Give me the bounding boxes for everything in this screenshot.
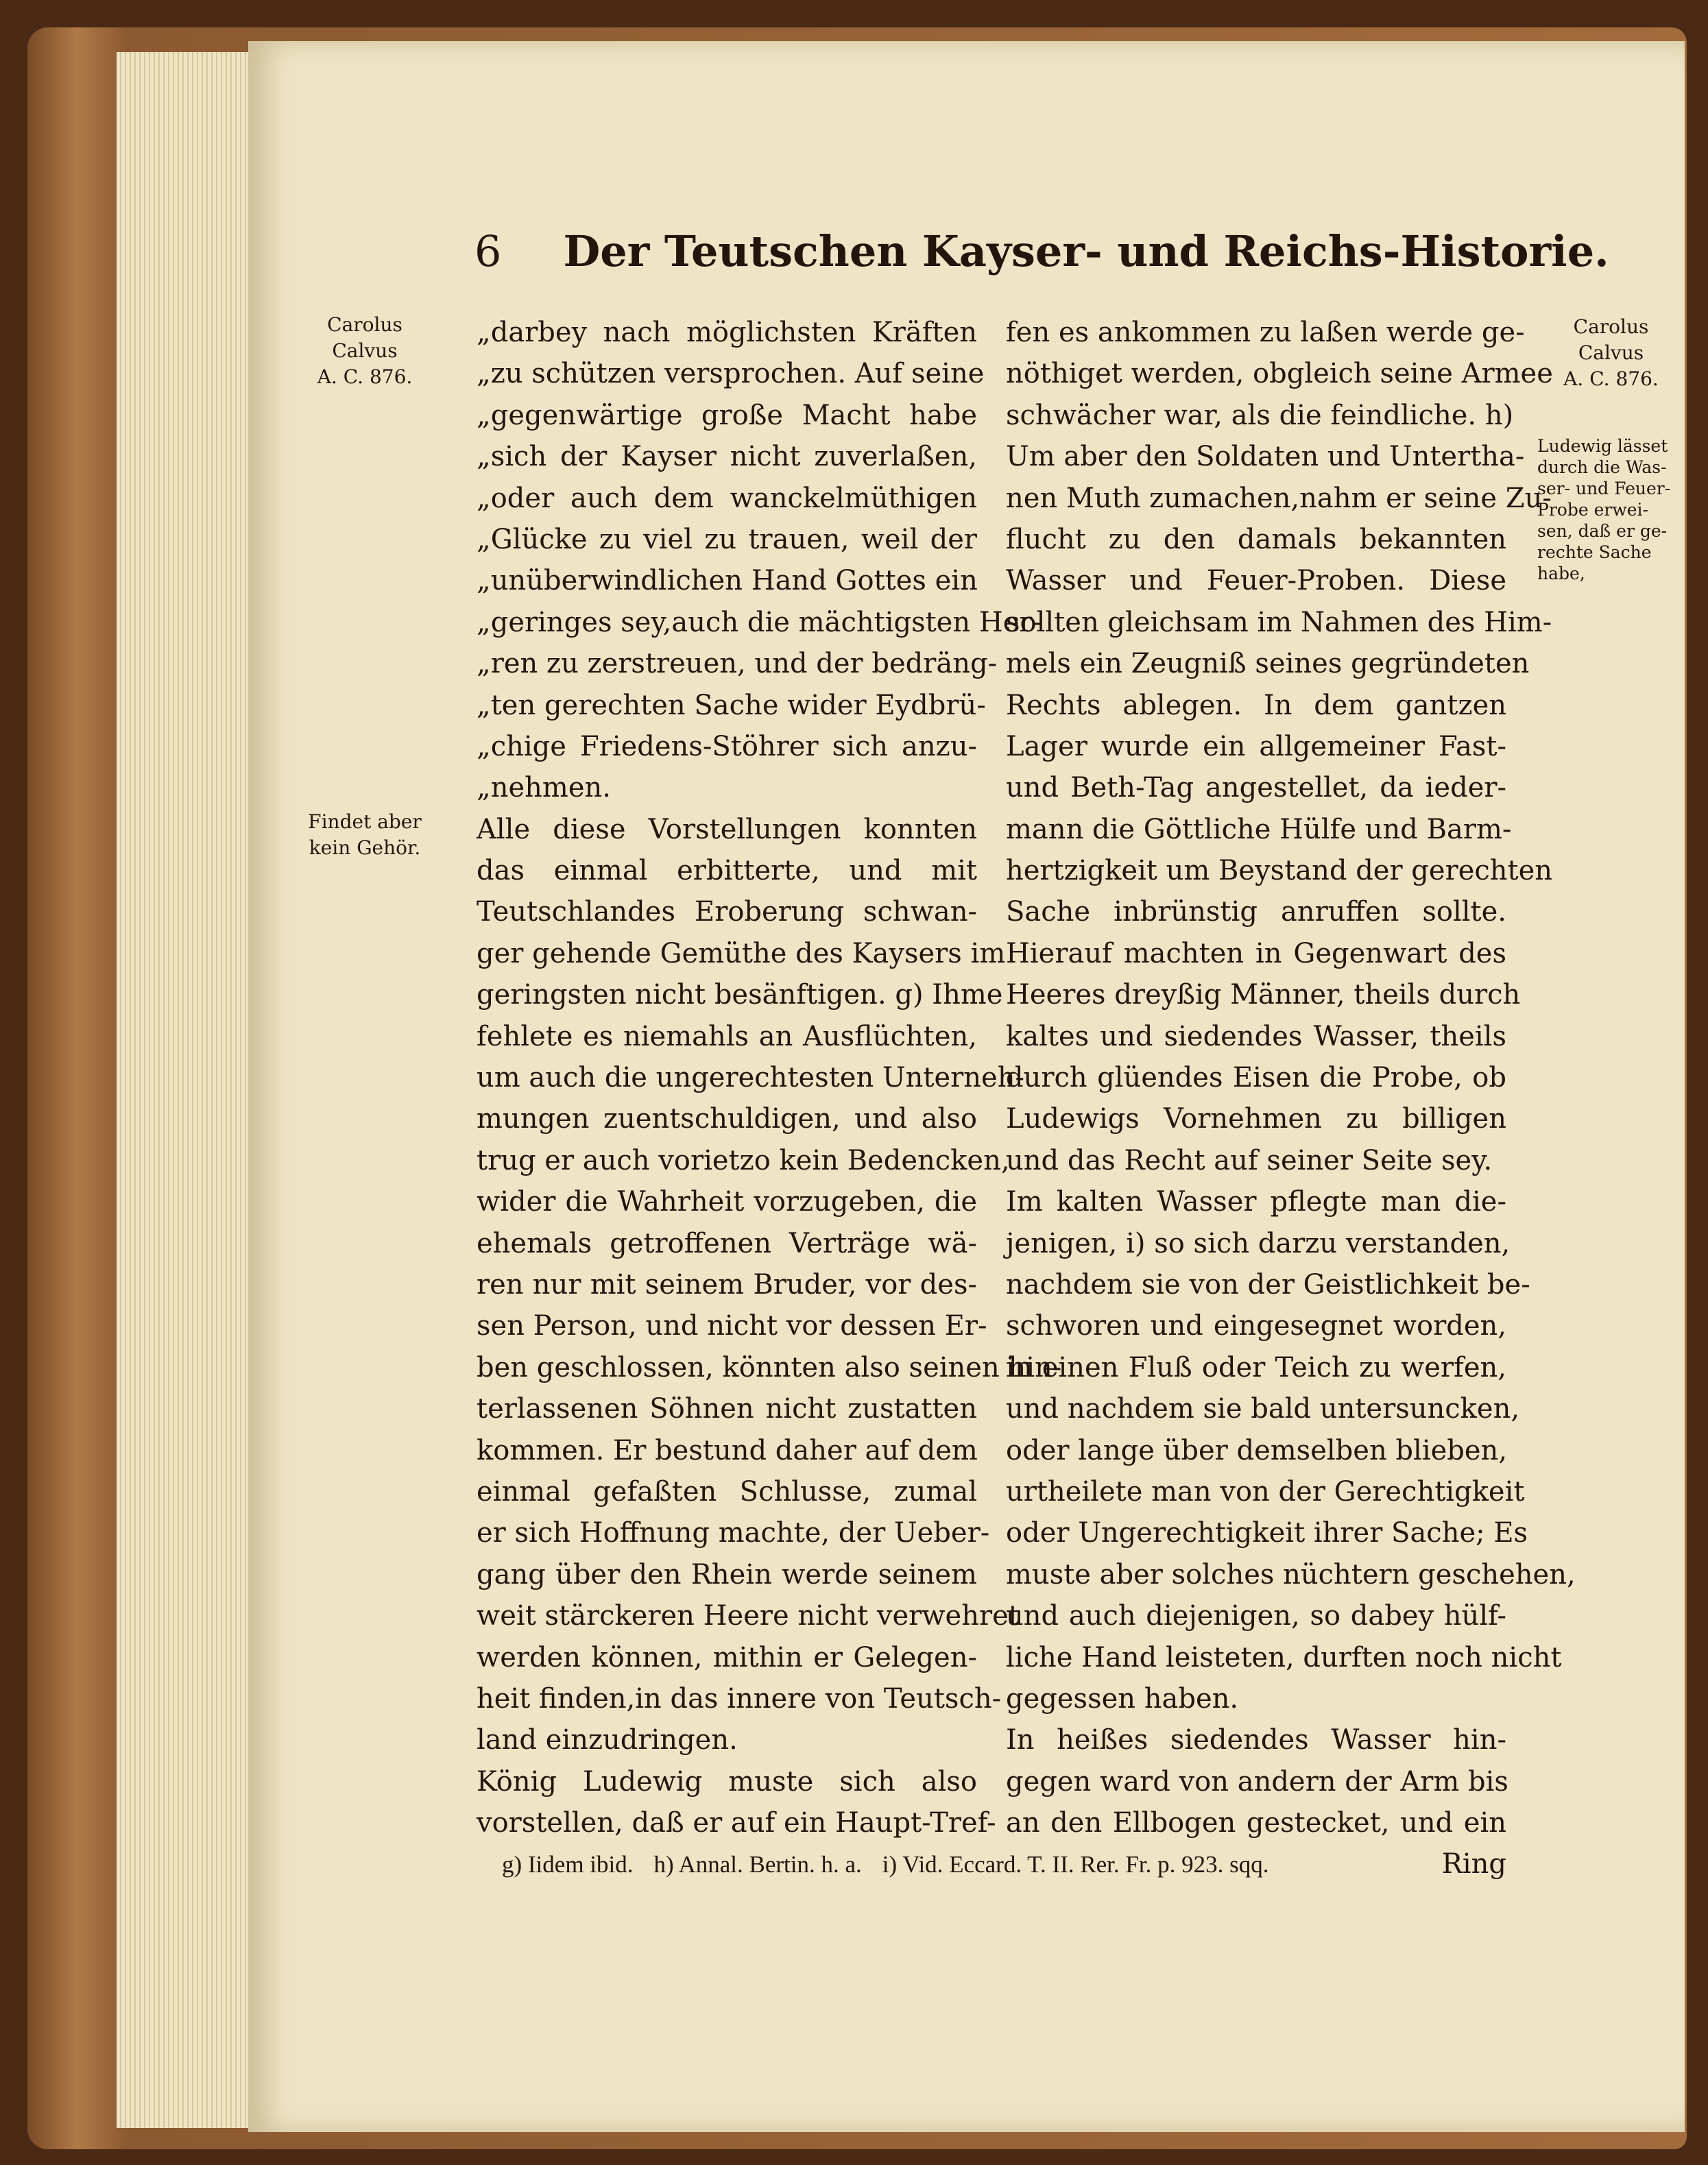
text-line: um auch die ungerechtesten Unterneh- (477, 1062, 1024, 1094)
footnote: h) Annal. Bertin. h. a. (653, 1851, 862, 1878)
text-line: sen Person, und nicht vor dessen Er- (477, 1310, 987, 1342)
text-line: nachdem sie von der Geistlichkeit be- (1006, 1268, 1530, 1301)
text-line: „ten gerechten Sache wider Eydbrü- (477, 689, 986, 721)
text-line: muste aber solches nüchtern geschehen, (1006, 1558, 1576, 1591)
text-line: und Beth-Tag angestellet, da ieder- (1006, 772, 1506, 804)
book-page (248, 41, 1685, 2132)
text-line: oder lange über demselben blieben, (1006, 1434, 1508, 1466)
text-line: und nachdem sie bald untersuncken, (1006, 1393, 1520, 1425)
footnote: g) Iidem ibid. (502, 1851, 634, 1878)
text-line: urtheilete man von der Gerechtigkeit (1006, 1475, 1525, 1508)
text-line: Heeres dreyßig Männer, theils durch (1006, 979, 1521, 1011)
text-line: kommen. Er bestund daher auf dem (477, 1434, 978, 1466)
text-column-right (1006, 312, 1576, 1885)
text-line: „darbey nach möglichsten Kräften (477, 317, 977, 348)
margin-note-line: ser- und Feuer- (1537, 479, 1671, 498)
text-line: jenigen, i) so sich darzu verstanden, (1006, 1227, 1511, 1259)
text-line: vorstellen, daß er auf ein Haupt-Tref- (477, 1807, 996, 1839)
text-line: das einmal erbitterte, und mit (477, 855, 977, 887)
text-line: nöthiget werden, obgleich seine Armee (1006, 358, 1553, 390)
text-line: Wasser und Feuer-Proben. Diese (1006, 565, 1506, 597)
text-line: „ren zu zerstreuen, und der bedräng- (477, 648, 998, 680)
text-line: kaltes und siedendes Wasser, theils (1006, 1020, 1506, 1052)
text-line: Hierauf machten in Gegenwart des (1006, 937, 1506, 969)
text-line: „nehmen. (477, 772, 611, 804)
text-line: land einzudringen. (477, 1724, 738, 1756)
text-line: weit stärckeren Heere nicht verwehret (477, 1600, 1020, 1632)
margin-note-left-top (265, 312, 464, 390)
text-line: ehemals getroffenen Verträge wä- (477, 1227, 977, 1259)
text-line: hertzigkeit um Beystand der gerechten (1006, 855, 1553, 887)
page-number: 6 (474, 226, 502, 276)
text-line: einmal gefaßten Schlusse, zumal (477, 1475, 977, 1508)
text-line: In heißes siedendes Wasser hin- (1006, 1724, 1506, 1756)
text-line: mungen zuentschuldigen, und also (477, 1103, 977, 1135)
text-line: „Glücke zu viel zu trauen, weil der (477, 523, 977, 555)
margin-note-line: durch die Was- (1537, 457, 1667, 477)
running-title: Der Teutschen Kayser- und Reichs-Historie. (563, 226, 1609, 276)
margin-note-line: Carolus (1573, 315, 1649, 338)
text-line: Sache inbrünstig anruffen sollte. (1006, 896, 1506, 928)
text-line: „zu schützen versprochen. Auf seine (477, 358, 985, 390)
text-line: gang über den Rhein werde seinem (477, 1558, 977, 1591)
margin-note-line: A. C. 876. (317, 365, 413, 388)
text-line: nen Muth zumachen,nahm er seine Zu- (1006, 482, 1552, 514)
text-line: Alle diese Vorstellungen konnten (477, 813, 977, 845)
text-line: oder Ungerechtigkeit ihrer Sache; Es (1006, 1517, 1528, 1549)
text-line: heit finden,in das innere von Teutsch- (477, 1682, 1002, 1715)
text-line: „unüberwindlichen Hand Gottes ein (477, 565, 978, 597)
catchword: Ring (1441, 1848, 1506, 1880)
footnote: i) Vid. Eccard. T. II. Rer. Fr. p. 923. sqq. (882, 1851, 1269, 1878)
margin-note-right-top (1537, 314, 1685, 392)
margin-note-right-ludewig (1537, 435, 1685, 584)
text-line: in einen Fluß oder Teich zu werfen, (1006, 1351, 1506, 1383)
text-line: durch glüendes Eisen die Probe, ob (1006, 1062, 1506, 1094)
text-line: und auch diejenigen, so dabey hülf- (1006, 1600, 1506, 1632)
text-line: fehlete es niemahls an Ausflüchten, (477, 1020, 977, 1052)
text-line: fen es ankommen zu laßen werde ge- (1006, 317, 1525, 348)
text-line: trug er auch vorietzo kein Bedencken, (477, 1144, 1010, 1176)
text-line: „sich der Kayser nicht zuverlaßen, (477, 441, 977, 473)
text-line: Lager wurde ein allgemeiner Fast- (1006, 730, 1506, 762)
text-line: ger gehende Gemüthe des Kaysers im (477, 937, 1006, 969)
text-line: schworen und eingesegnet worden, (1006, 1310, 1506, 1342)
text-line: Teutschlandes Eroberung schwan- (477, 896, 977, 928)
text-line: geringsten nicht besänftigen. g) Ihme (477, 979, 1003, 1011)
footnotes (502, 1851, 1668, 1878)
text-line: gegen ward von andern der Arm bis (1006, 1765, 1508, 1798)
margin-note-line: Calvus (1578, 341, 1644, 364)
text-line: Im kalten Wasser pflegte man die- (1006, 1186, 1506, 1218)
margin-note-line: sen, daß er ge- (1537, 521, 1668, 541)
text-line: mann die Göttliche Hülfe und Barm- (1006, 813, 1512, 845)
text-line: und das Recht auf seiner Seite sey. (1006, 1144, 1493, 1176)
text-column-left (477, 312, 1062, 1843)
margin-note-line: Findet aber (308, 810, 422, 833)
margin-note-line: A. C. 876. (1563, 367, 1659, 390)
text-line: sollten gleichsam im Nahmen des Him- (1006, 606, 1552, 638)
page-header (474, 226, 1681, 276)
text-line: mels ein Zeugniß seines gegründeten (1006, 648, 1530, 680)
margin-note-left-mid (265, 809, 464, 861)
margin-note-line: Carolus (327, 313, 402, 336)
text-line: Um aber den Soldaten und Untertha- (1006, 441, 1525, 473)
text-line: ren nur mit seinem Bruder, vor des- (477, 1268, 977, 1301)
margin-note-line: Ludewig lässet (1537, 436, 1668, 456)
text-line: terlassenen Söhnen nicht zustatten (477, 1393, 977, 1425)
text-line: gegessen haben. (1006, 1682, 1239, 1715)
text-line: wider die Wahrheit vorzugeben, die (477, 1186, 977, 1218)
margin-note-line: kein Gehör. (309, 836, 421, 859)
text-line: Rechts ablegen. In dem gantzen (1006, 689, 1506, 721)
text-line: werden können, mithin er Gelegen- (477, 1641, 977, 1673)
margin-note-line: Calvus (332, 339, 398, 362)
margin-note-line: rechte Sache (1537, 542, 1652, 562)
text-line: „chige Friedens-Stöhrer sich anzu- (477, 730, 977, 762)
page-edges (117, 52, 254, 2128)
text-line: König Ludewig muste sich also (477, 1765, 977, 1798)
text-line: Ludewigs Vornehmen zu billigen (1006, 1103, 1506, 1135)
text-line: ben geschlossen, könnten also seinen hin- (477, 1351, 1062, 1383)
text-line: an den Ellbogen gestecket, und ein (1006, 1807, 1506, 1839)
text-line: liche Hand leisteten, durften noch nicht (1006, 1641, 1562, 1673)
margin-note-line: Probe erwei- (1537, 500, 1648, 520)
text-line: „geringes sey,auch die mächtigsten Her- (477, 606, 1042, 638)
text-line: „gegenwärtige große Macht habe (477, 399, 977, 431)
text-line: flucht zu den damals bekannten (1006, 523, 1506, 555)
text-line: schwächer war, als die feindliche. h) (1006, 399, 1514, 431)
text-line: „oder auch dem wanckelmüthigen (477, 482, 977, 514)
text-line: er sich Hoffnung machte, der Ueber- (477, 1517, 990, 1549)
margin-note-line: habe, (1537, 564, 1585, 583)
